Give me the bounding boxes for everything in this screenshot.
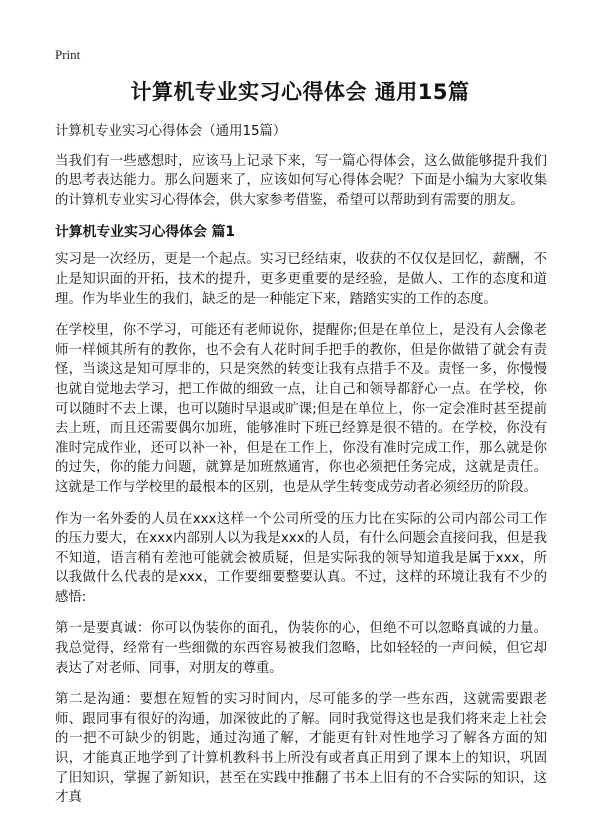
body-paragraph: 作为一名外委的人员在xxx这样一个公司所受的压力比在实际的公司内部公司工作的压力要大，在xxx内部别人以为我是xxx的人员，有什么问题会直接问我，但是我不知道，语言稍有差池可能就会被质疑，但是实际我的领导知道我是属于xxx，所以我做什么代表的是xxx，工作要细要整要认真。不过，这样的环境让我有不少的感悟: [55,511,547,605]
article-subtitle: 计算机专业实习心得体会（通用15篇） [55,124,287,139]
article-body [55,122,547,820]
print-link[interactable]: Print [55,47,81,62]
body-paragraph: 在学校里，你不学习，可能还有老师说你，提醒你;但是在单位上，是没有人会像老师一样倾其所有的教你，也不会有人花时间手把手的教你，但是你做错了就会有责怪，当谈这是知可厚非的，只是突然的转变让我有点措手不及。责怪一多，你慢慢也就自觉地去学习，把工作做的细致一点，让自己和领导都舒心一点。在学校，你可以随时不去上课，也可以随时早退或旷课;但是在单位上，你一定会准时甚至提前去上班，而且还需要偶尔加班，能够准时下班已经算是很不错的。在学校，你没有准时完成作业，还可以补一补，但是在工作上，你没有准时完成工作，那么就是你的过失，你的能力问题，就算是加班熬通宵，你也必须把任务完成，这就是责任。这就是工作与学校里的最根本的区别，也是从学生转变成劳动者必须经历的阶段。 [55,323,547,495]
body-paragraph: 第一是要真诚：你可以伪装你的面孔，伪装你的心，但绝不可以忽略真诚的力量。我总觉得，经常有一些细微的东西容易被我们忽略，比如轻轻的一声问候，但它却表达了对老师、同事，对朋友的尊重。 [55,621,547,676]
body-paragraph: 第二是沟通：要想在短暂的实习时间内，尽可能多的学一些东西，这就需要跟老师、跟同事有很好的沟通，加深彼此的了解。同时我觉得这也是我们将来走上社会的一把不可缺少的钥匙，通过沟通了解，才能更有针对性地学习了解各方面的知识，才能真正地学到了计算机教科书上所没有或者真正用到了课本上的知识，巩固了旧知识，掌握了新知识，甚至在实践中推翻了书本上旧有的不合实际的知识，这才真 [55,692,547,806]
body-paragraph: 实习是一次经历，更是一个起点。实习已经结束，收获的不仅仅是回忆，薪酬，不止是知识面的开拓，技术的提升，更多更重要的是经验，是做人、工作的态度和道理。作为毕业生的我们，缺乏的是一种能定下来，踏踏实实的工作的态度。 [55,252,547,307]
section-heading: 计算机专业实习心得体会 篇1 [55,224,235,241]
page-title: 计算机专业实习心得体会 通用15篇 [130,80,470,104]
intro-paragraph: 当我们有一些感想时，应该马上记录下来，写一篇心得体会，这么做能够提升我们的思考表达能力。那么问题来了，应该如何写心得体会呢？下面是小编为大家收集的计算机专业实习心得体会，供大家参考借鉴，希望可以帮助到有需要的朋友。 [55,153,547,208]
